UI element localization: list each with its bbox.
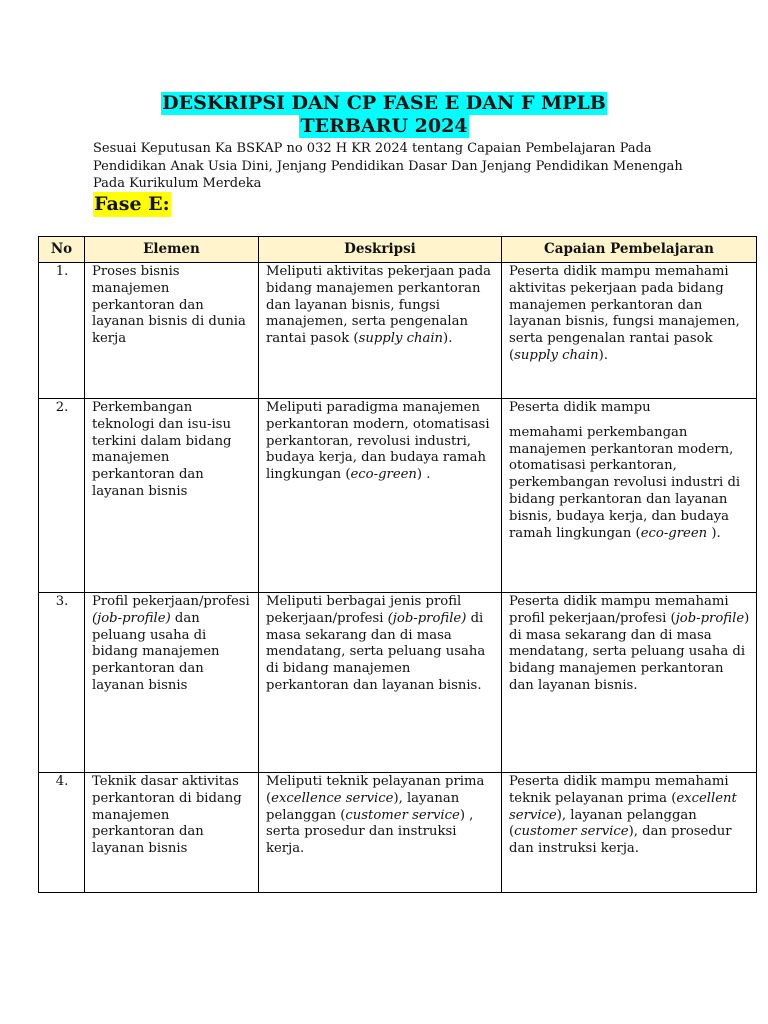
title-line-2: TERBARU 2024	[300, 115, 468, 137]
cell-capaian: Peserta didik mampu memahami perkembangan manajemen perkantoran modern, otomatisasi perkantoran, perkembangan revolusi industri di bidang perkantoran dan layanan bisnis, budaya kerja, dan budaya ramah lingkungan (eco-green ).	[502, 399, 757, 593]
table-row	[39, 593, 757, 773]
cell-deskripsi: Meliputi teknik pelayanan prima (excellence service), layanan pelanggan (customer service) , serta prosedur dan instruksi kerja.	[259, 773, 502, 893]
title-line-1: DESKRIPSI DAN CP FASE E DAN F MPLB	[162, 92, 606, 114]
cell-elemen: Perkembangan teknologi dan isu-isu terkini dalam bidang manajemen perkantoran dan layanan bisnis	[85, 399, 259, 593]
cell-capaian: Peserta didik mampu memahami aktivitas pekerjaan pada bidang manajemen perkantoran dan layanan bisnis, fungsi manajemen, serta pengenalan rantai pasok (supply chain).	[502, 263, 757, 399]
subtitle: Sesuai Keputusan Ka BSKAP no 032 H KR 2024 tentang Capaian Pembelajaran Pada Pendidikan Anak Usia Dini, Jenjang Pendidikan Dasar Dan Jenjang Pendidikan Menengah Pada Kurikulum Merdeka	[93, 141, 683, 191]
cell-elemen: Proses bisnis manajemen perkantoran dan layanan bisnis di dunia kerja	[85, 263, 259, 399]
cell-elemen: Teknik dasar aktivitas perkantoran di bidang manajemen perkantoran dan layanan bisnis	[85, 773, 259, 893]
header-no: No	[39, 237, 85, 263]
cell-no: 2.	[39, 399, 85, 593]
cell-deskripsi: Meliputi paradigma manajemen perkantoran modern, otomatisasi perkantoran, revolusi industri, budaya kerja, dan budaya ramah lingkungan (eco-green) .	[259, 399, 502, 593]
cell-capaian: Peserta didik mampu memahami profil pekerjaan/profesi (job-profile) di masa sekarang dan di masa mendatang, serta peluang usaha di bidang manajemen perkantoran dan layanan bisnis.	[502, 593, 757, 773]
cp-table	[38, 236, 757, 893]
table-row	[39, 399, 757, 593]
cell-capaian: Peserta didik mampu memahami teknik pelayanan prima (excellent service), layanan pelanggan (customer service), dan prosedur dan instruksi kerja.	[502, 773, 757, 893]
table-header-row	[39, 237, 757, 263]
header-elemen: Elemen	[85, 237, 259, 263]
document-title	[0, 92, 768, 138]
header-deskripsi: Deskripsi	[259, 237, 502, 263]
fase-heading: Fase E:	[94, 193, 170, 215]
cell-elemen: Profil pekerjaan/profesi (job-profile) dan peluang usaha di bidang manajemen perkantoran dan layanan bisnis	[85, 593, 259, 773]
cell-no: 4.	[39, 773, 85, 893]
table-row	[39, 263, 757, 399]
table-row	[39, 773, 757, 893]
cell-no: 3.	[39, 593, 85, 773]
cell-no: 1.	[39, 263, 85, 399]
cell-deskripsi: Meliputi aktivitas pekerjaan pada bidang manajemen perkantoran dan layanan bisnis, fungsi manajemen, serta pengenalan rantai pasok (supply chain).	[259, 263, 502, 399]
header-capaian: Capaian Pembelajaran	[502, 237, 757, 263]
cell-deskripsi: Meliputi berbagai jenis profil pekerjaan/profesi (job-profile) di masa sekarang dan di masa mendatang, serta peluang usaha di bidang manajemen perkantoran dan layanan bisnis.	[259, 593, 502, 773]
